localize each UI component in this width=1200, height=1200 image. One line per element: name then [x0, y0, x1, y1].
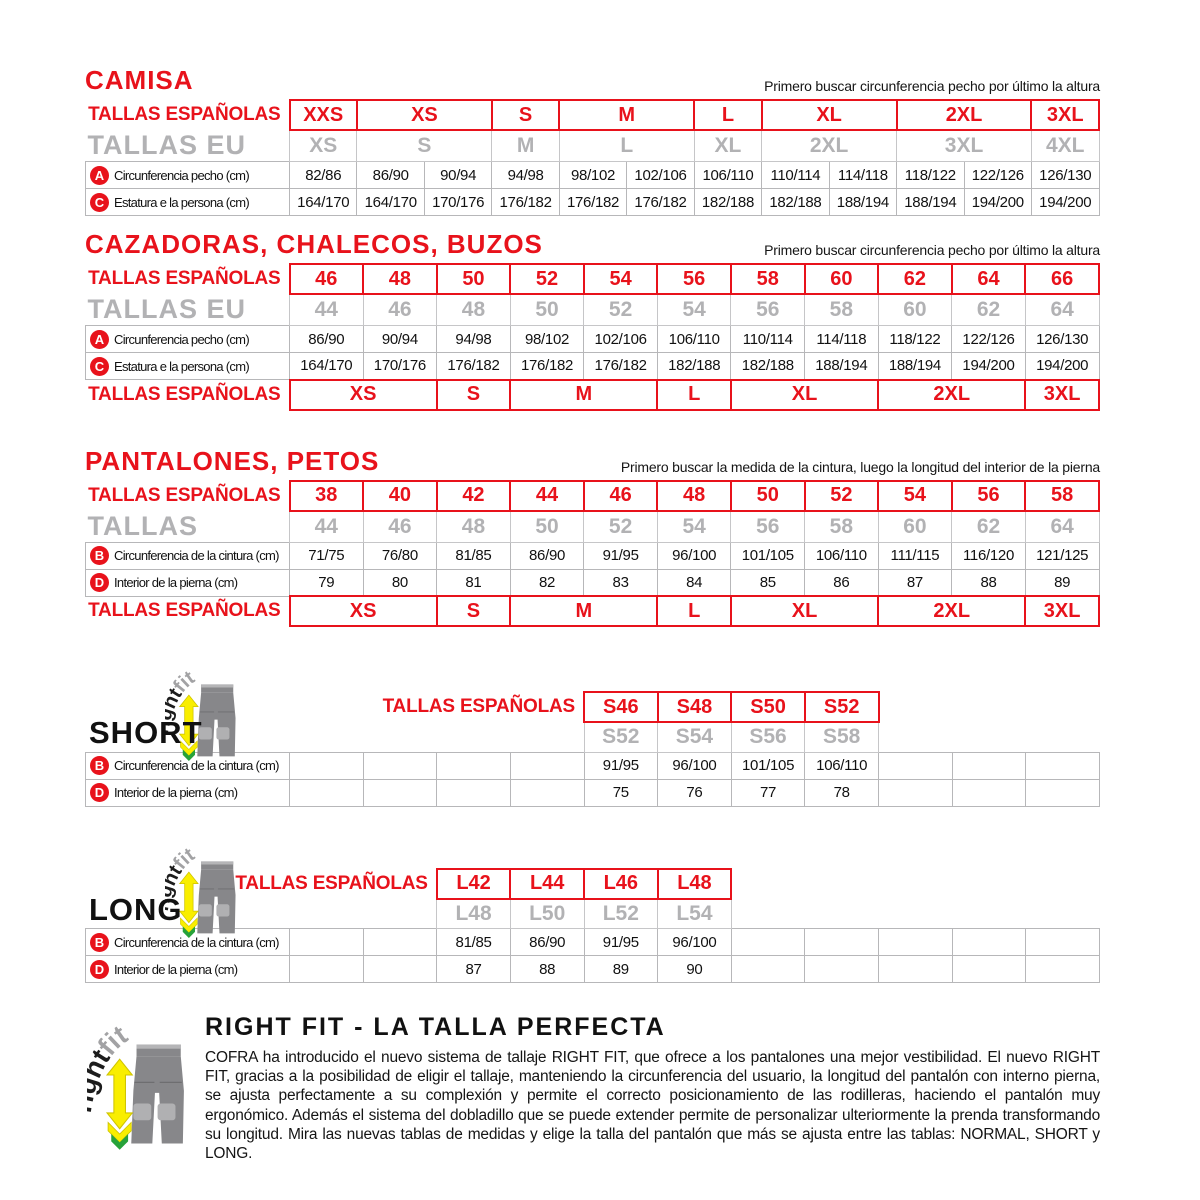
spanish-size-header: XXS	[290, 100, 357, 130]
measure-value: 102/106	[584, 326, 658, 353]
eu-size-cell: XL	[694, 130, 761, 162]
measure-value: 118/122	[878, 326, 952, 353]
measure-value: 86/90	[510, 929, 584, 956]
measure-row-A	[86, 162, 1100, 189]
eu-size-cell: L54	[658, 899, 732, 929]
eu-sizes-label: TALLAS EU	[87, 130, 246, 160]
measure-label: Circunferencia pecho (cm)	[114, 331, 249, 347]
measure-value: 106/110	[805, 752, 879, 779]
measure-value	[363, 929, 437, 956]
measure-value: 126/130	[1025, 326, 1099, 353]
spanish-size-header: L42	[437, 869, 511, 899]
spanish-size-header: 42	[437, 481, 511, 511]
eu-size-cell: 60	[878, 294, 952, 326]
measure-value: 82/86	[290, 162, 357, 189]
measure-value: 110/114	[731, 326, 805, 353]
spanish-size-header: L	[657, 596, 731, 626]
long-section	[85, 868, 1100, 984]
measure-value	[1026, 779, 1100, 806]
measure-value	[952, 929, 1026, 956]
eu-size-cell: 50	[510, 294, 584, 326]
eu-size-cell: 64	[1025, 511, 1099, 543]
measure-value	[952, 752, 1026, 779]
spanish-size-header: 50	[437, 264, 511, 294]
spanish-size-header: 46	[290, 264, 364, 294]
cazadoras-section	[85, 230, 1100, 411]
measure-value: 81	[437, 569, 511, 596]
measure-value	[1026, 929, 1100, 956]
measure-value: 182/188	[731, 353, 805, 380]
measure-value: 170/176	[363, 353, 437, 380]
eu-size-cell: 62	[952, 294, 1026, 326]
spanish-size-header: S52	[805, 692, 879, 722]
eu-size-cell: L52	[584, 899, 658, 929]
spanish-size-header: XS	[290, 380, 437, 410]
eu-size-cell: 52	[584, 294, 658, 326]
measure-value: 76/80	[363, 542, 437, 569]
measure-badge-C: C	[90, 193, 109, 212]
measure-value: 182/188	[657, 353, 731, 380]
measure-value: 80	[363, 569, 437, 596]
spanish-size-header: 60	[805, 264, 879, 294]
measure-value: 176/182	[437, 353, 511, 380]
measure-label-cell	[86, 779, 290, 806]
measure-row-C	[86, 353, 1100, 380]
measure-value: 90/94	[424, 162, 491, 189]
camisa-table-mount	[85, 99, 1100, 216]
measure-value: 188/194	[829, 189, 896, 216]
measure-value: 188/194	[878, 353, 952, 380]
camisa-table	[85, 99, 1100, 216]
spanish-size-header: M	[559, 100, 694, 130]
measure-value: 164/170	[357, 189, 424, 216]
spanish-sizes-label: TALLAS ESPAÑOLAS	[235, 872, 428, 894]
measure-value: 176/182	[559, 189, 626, 216]
spanish-size-header: 54	[878, 481, 952, 511]
eu-size-cell: 52	[584, 511, 658, 543]
spanish-sizes-bottom-row	[86, 596, 1100, 626]
pantalones-table-mount	[85, 480, 1100, 628]
measure-value: 102/106	[627, 162, 694, 189]
spanish-size-header: S	[437, 596, 511, 626]
measure-value	[879, 779, 953, 806]
measure-value: 98/102	[510, 326, 584, 353]
measure-value: 122/126	[952, 326, 1026, 353]
eu-size-cell: 4XL	[1031, 130, 1099, 162]
spanish-size-header: 48	[657, 481, 731, 511]
spanish-size-header: L	[657, 380, 731, 410]
eu-size-cell: S52	[584, 722, 658, 752]
measure-value: 176/182	[510, 353, 584, 380]
spanish-size-header: 62	[878, 264, 952, 294]
measure-value	[879, 752, 953, 779]
spanish-sizes-row	[86, 100, 1100, 130]
measure-value	[363, 752, 437, 779]
spanish-size-header: 58	[731, 264, 805, 294]
eu-sizes-label: TALLAS EU	[87, 294, 246, 324]
measure-value: 164/170	[290, 353, 364, 380]
measure-value	[731, 956, 805, 983]
measure-badge-A: A	[90, 330, 109, 349]
measure-value: 88	[510, 956, 584, 983]
measure-value: 96/100	[657, 542, 731, 569]
measure-value: 194/200	[964, 189, 1031, 216]
spanish-size-header: S48	[658, 692, 732, 722]
eu-sizes-row	[86, 511, 1100, 543]
measure-value: 176/182	[584, 353, 658, 380]
cazadoras-title: CAZADORAS, CHALECOS, BUZOS	[85, 229, 543, 259]
eu-sizes-row	[86, 294, 1100, 326]
measure-value: 194/200	[952, 353, 1026, 380]
spanish-size-header: S50	[731, 692, 805, 722]
rightfit-paragraph: COFRA ha introducido el nuevo sistema de tallaje RIGHT FIT, que ofrece a los pantalones una mejor vestibilidad. El nuevo RIGHT FIT, gracias a la posibilidad de eligir el tallaje, manteniendo la circunferencia del usuario, la longitud del pantalón con interno pierna, se ajusta perfectamente a su complexión y permite el correcto posicionamiento de las rodilleras, haciendo el pantalón muy ergonómico. Además el sistema del dobladillo que se puede extender permite de personalizar ulteriormente la prenda transformando su longitud. Mira las nuevas tablas de medidas y elige la talla del pantalón que más se ajusta entre las tablas: NORMAL, SHORT y LONG.	[205, 1049, 1100, 1163]
camisa-section	[85, 66, 1100, 216]
eu-size-cell: 54	[657, 511, 731, 543]
spanish-size-header: L46	[584, 869, 658, 899]
measure-value: 176/182	[492, 189, 559, 216]
measure-value	[879, 956, 953, 983]
eu-size-cell: 44	[290, 511, 364, 543]
cazadoras-note: Primero buscar circunferencia pecho por último la altura	[764, 242, 1100, 258]
rightfit-title: RIGHT FIT - LA TALLA PERFECTA	[205, 1013, 666, 1041]
measure-value: 114/118	[829, 162, 896, 189]
measure-value: 176/182	[627, 189, 694, 216]
measure-value: 122/126	[964, 162, 1031, 189]
measure-value	[363, 779, 437, 806]
spanish-size-header: 48	[363, 264, 437, 294]
spanish-sizes-row	[86, 481, 1100, 511]
measure-label-cell	[86, 353, 290, 380]
measure-value: 91/95	[584, 929, 658, 956]
spanish-size-header: XS	[290, 596, 437, 626]
measure-value: 89	[1025, 569, 1099, 596]
measure-value: 106/110	[657, 326, 731, 353]
measure-value: 111/115	[878, 542, 952, 569]
measure-value	[1026, 956, 1100, 983]
measure-value: 188/194	[805, 353, 879, 380]
measure-value: 118/122	[897, 162, 964, 189]
measure-value: 86/90	[290, 326, 364, 353]
measure-value: 88	[952, 569, 1026, 596]
measure-value	[290, 779, 364, 806]
eu-size-cell: 58	[805, 294, 879, 326]
measure-label-cell	[86, 569, 290, 596]
eu-size-cell: S54	[658, 722, 732, 752]
eu-size-cell: 56	[731, 294, 805, 326]
measure-value	[437, 752, 511, 779]
spanish-size-header: L	[694, 100, 761, 130]
measure-label-cell	[86, 542, 290, 569]
measure-value: 96/100	[658, 752, 732, 779]
measure-label: Circunferencia de la cintura (cm)	[114, 934, 279, 950]
eu-size-cell: 64	[1025, 294, 1099, 326]
pantalones-title: PANTALONES, PETOS	[85, 445, 380, 476]
measure-value: 126/130	[1031, 162, 1099, 189]
measure-value	[437, 779, 511, 806]
spanish-sizes-row	[86, 264, 1100, 294]
measure-value: 82	[510, 569, 584, 596]
eu-size-cell: S	[357, 130, 492, 162]
measure-badge-D: D	[90, 573, 109, 592]
eu-size-cell: 48	[437, 511, 511, 543]
eu-size-cell: 60	[878, 511, 952, 543]
measure-row-D	[86, 956, 1100, 983]
spanish-size-header: 44	[510, 481, 584, 511]
measure-value	[731, 929, 805, 956]
pantalones-table	[85, 480, 1100, 628]
eu-size-cell: S58	[805, 722, 879, 752]
measure-badge-A: A	[90, 166, 109, 185]
measure-value	[290, 956, 364, 983]
spanish-size-header: M	[510, 380, 657, 410]
measure-value: 76	[658, 779, 732, 806]
measure-value: 96/100	[658, 929, 732, 956]
measure-value	[290, 752, 364, 779]
spanish-size-header: XL	[731, 596, 878, 626]
cazadoras-table-mount	[85, 263, 1100, 411]
measure-badge-C: C	[90, 357, 109, 376]
empty-cell	[731, 869, 1099, 899]
measure-value: 87	[878, 569, 952, 596]
measure-value	[363, 956, 437, 983]
measure-label: Estatura e la persona (cm)	[114, 194, 249, 210]
spanish-size-header: 52	[510, 264, 584, 294]
measure-value: 116/120	[952, 542, 1026, 569]
spanish-size-header: 2XL	[897, 100, 1032, 130]
measure-value: 91/95	[584, 542, 658, 569]
measure-value: 121/125	[1025, 542, 1099, 569]
spanish-size-header: 56	[657, 264, 731, 294]
spanish-size-header: 56	[952, 481, 1026, 511]
eu-size-cell: 56	[731, 511, 805, 543]
measure-value	[1026, 752, 1100, 779]
eu-size-cell: M	[492, 130, 559, 162]
eu-sizes-label: TALLAS	[87, 510, 198, 541]
eu-size-cell: 44	[290, 294, 364, 326]
measure-value: 194/200	[1025, 353, 1099, 380]
measure-value: 85	[731, 569, 805, 596]
measure-value: 84	[657, 569, 731, 596]
short-section	[85, 691, 1100, 807]
measure-label: Estatura e la persona (cm)	[114, 358, 249, 374]
spanish-sizes-label: TALLAS ESPAÑOLAS	[88, 104, 281, 125]
measure-badge-B: B	[90, 546, 109, 565]
measure-value: 101/105	[731, 542, 805, 569]
measure-badge-D: D	[90, 783, 109, 802]
measure-value	[290, 929, 364, 956]
cazadoras-header	[85, 230, 1100, 260]
long-title: LONG	[89, 891, 183, 927]
pantalones-note: Primero buscar la medida de la cintura, luego la longitud del interior de la pierna	[620, 458, 1100, 475]
measure-value: 182/188	[762, 189, 829, 216]
measure-label-cell	[86, 189, 290, 216]
measure-badge-B: B	[90, 756, 109, 775]
measure-value: 110/114	[762, 162, 829, 189]
measure-value	[805, 956, 879, 983]
spanish-size-header: 40	[363, 481, 437, 511]
measure-value: 81/85	[437, 542, 511, 569]
measure-row-B	[86, 542, 1100, 569]
eu-size-cell: 2XL	[762, 130, 897, 162]
measure-value	[952, 956, 1026, 983]
camisa-title: CAMISA	[85, 65, 194, 95]
eu-size-cell: 62	[952, 511, 1026, 543]
spanish-sizes-label: TALLAS ESPAÑOLAS	[88, 383, 281, 405]
spanish-size-header: XS	[357, 100, 492, 130]
empty-cell	[879, 722, 1100, 752]
measure-value: 86/90	[357, 162, 424, 189]
pantalones-section	[85, 447, 1100, 628]
spanish-size-header: 38	[290, 481, 364, 511]
measure-row-D	[86, 779, 1100, 806]
measure-value: 81/85	[437, 929, 511, 956]
measure-row-A	[86, 326, 1100, 353]
eu-size-cell: 50	[510, 511, 584, 543]
eu-size-cell: 54	[657, 294, 731, 326]
eu-size-cell: 3XL	[897, 130, 1032, 162]
spanish-sizes-label: TALLAS ESPAÑOLAS	[88, 600, 281, 622]
measure-value: 94/98	[492, 162, 559, 189]
spanish-size-header: L48	[658, 869, 732, 899]
spanish-size-header: S	[492, 100, 559, 130]
spanish-size-header: 3XL	[1031, 100, 1099, 130]
eu-size-cell: S56	[731, 722, 805, 752]
measure-label: Circunferencia pecho (cm)	[114, 167, 249, 183]
spanish-size-header: 2XL	[878, 596, 1025, 626]
measure-value	[510, 779, 584, 806]
measure-value: 182/188	[694, 189, 761, 216]
measure-badge-B: B	[90, 933, 109, 952]
spanish-sizes-label: TALLAS ESPAÑOLAS	[88, 484, 281, 506]
measure-value: 86/90	[510, 542, 584, 569]
spanish-size-header: L44	[510, 869, 584, 899]
measure-value: 83	[584, 569, 658, 596]
spanish-size-header: 66	[1025, 264, 1099, 294]
measure-value: 86	[805, 569, 879, 596]
spanish-size-header: 2XL	[878, 380, 1025, 410]
eu-size-cell: 46	[363, 511, 437, 543]
spanish-sizes-label: TALLAS ESPAÑOLAS	[382, 696, 575, 717]
measure-value: 71/75	[290, 542, 364, 569]
measure-row-C	[86, 189, 1100, 216]
spanish-size-header: XL	[731, 380, 878, 410]
spanish-size-header: 3XL	[1025, 380, 1099, 410]
measure-value: 78	[805, 779, 879, 806]
eu-size-cell: L48	[437, 899, 511, 929]
measure-value	[805, 929, 879, 956]
measure-label-cell	[86, 162, 290, 189]
measure-value: 89	[584, 956, 658, 983]
measure-value: 87	[437, 956, 511, 983]
rightfit-description-section	[85, 1013, 1100, 1163]
measure-value: 194/200	[1031, 189, 1099, 216]
measure-value: 77	[731, 779, 805, 806]
spanish-size-header: 3XL	[1025, 596, 1099, 626]
measure-value	[879, 929, 953, 956]
spanish-size-header: XL	[762, 100, 897, 130]
spanish-size-header: 54	[584, 264, 658, 294]
measure-value: 106/110	[805, 542, 879, 569]
measure-label: Circunferencia de la cintura (cm)	[114, 548, 279, 563]
measure-value: 91/95	[584, 752, 658, 779]
measure-value: 188/194	[897, 189, 964, 216]
measure-label-cell	[86, 956, 290, 983]
measure-label: Interior de la pierna (cm)	[114, 575, 238, 590]
eu-size-cell: XS	[290, 130, 357, 162]
eu-size-cell: L50	[510, 899, 584, 929]
camisa-header	[85, 66, 1100, 96]
spanish-size-header: 52	[805, 481, 879, 511]
measure-value	[952, 779, 1026, 806]
measure-label: Interior de la pierna (cm)	[114, 785, 238, 800]
measure-value: 98/102	[559, 162, 626, 189]
short-title: SHORT	[89, 715, 203, 750]
spanish-size-header: 64	[952, 264, 1026, 294]
spanish-size-header: 46	[584, 481, 658, 511]
spanish-sizes-label: TALLAS ESPAÑOLAS	[88, 268, 281, 289]
eu-sizes-row	[86, 130, 1100, 162]
eu-size-cell: 48	[437, 294, 511, 326]
measure-value: 94/98	[437, 326, 511, 353]
measure-row-D	[86, 569, 1100, 596]
spanish-size-header: S	[437, 380, 511, 410]
measure-value: 106/110	[694, 162, 761, 189]
camisa-note: Primero buscar circunferencia pecho por último la altura	[764, 78, 1100, 94]
spanish-sizes-bottom-row	[86, 380, 1100, 410]
empty-cell	[731, 899, 1099, 929]
measure-badge-D: D	[90, 960, 109, 979]
measure-value: 75	[584, 779, 658, 806]
measure-value: 79	[290, 569, 364, 596]
measure-value	[510, 752, 584, 779]
spanish-size-header: M	[510, 596, 657, 626]
eu-size-cell: 58	[805, 511, 879, 543]
measure-value: 114/118	[805, 326, 879, 353]
measure-label-cell	[86, 326, 290, 353]
spanish-size-header: 58	[1025, 481, 1099, 511]
measure-value: 90	[658, 956, 732, 983]
rightfit-logo-icon	[87, 1015, 205, 1154]
measure-value: 164/170	[290, 189, 357, 216]
measure-label: Interior de la pierna (cm)	[114, 961, 238, 977]
eu-size-cell: L	[559, 130, 694, 162]
cazadoras-table	[85, 263, 1100, 411]
empty-cell	[879, 692, 1100, 722]
measure-value: 90/94	[363, 326, 437, 353]
measure-label: Circunferencia de la cintura (cm)	[114, 758, 279, 773]
measure-value: 170/176	[424, 189, 491, 216]
pantalones-header	[85, 447, 1100, 477]
spanish-size-header: 50	[731, 481, 805, 511]
spanish-size-header: S46	[584, 692, 658, 722]
measure-value: 101/105	[731, 752, 805, 779]
eu-size-cell: 46	[363, 294, 437, 326]
